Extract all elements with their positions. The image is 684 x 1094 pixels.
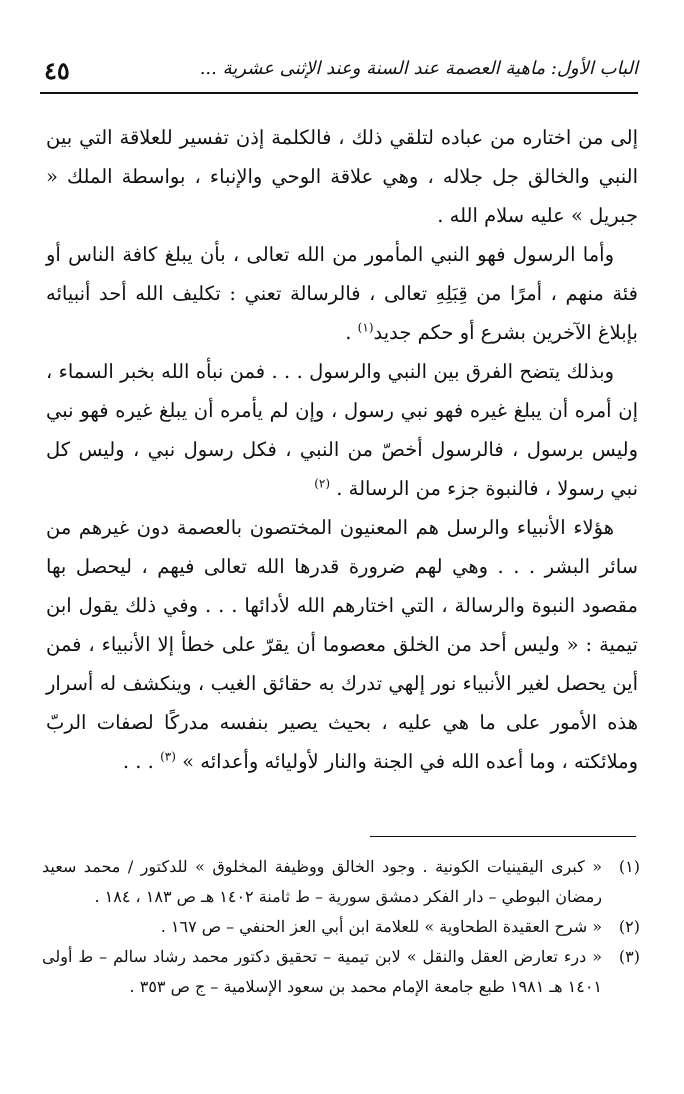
paragraph-3 <box>46 352 638 508</box>
footnote-ref-1[interactable]: (١) <box>357 320 374 335</box>
body-text <box>46 118 638 781</box>
paragraph-4 <box>46 508 638 781</box>
footnotes <box>42 852 640 1002</box>
chapter-title: الباب الأول: ماهية العصمة عند السنة وعند الإثنى عشرية ... <box>199 58 638 79</box>
footnote-item <box>42 852 640 912</box>
footnote-number: (٣) <box>618 947 640 966</box>
paragraph-1: إلى من اختاره من عباده لتلقي ذلك ، فالكلمة إذن تفسير للعلاقة التي بين النبي والخالق جل جلاله ، وهي علاقة الوحي والإنباء ، بواسطة الملك « جبريل » عليه سلام الله . <box>46 126 638 227</box>
paragraph-3-text: وبذلك يتضح الفرق بين النبي والرسول . . . فمن نبأه الله بخبر السماء ، إن أمره أن يبلغ غيره فهو نبي رسول ، وإن لم يأمره أن يبلغ غيره فهو نبي وليس برسول ، فالرسول أخصّ من النبي ، فكل رسول نبي ، وليس كل نبي رسولا ، فالنبوة جزء من الرسالة . <box>46 360 638 500</box>
footnote-number: (٢) <box>618 917 640 936</box>
page-number: ٤٥ <box>44 56 70 85</box>
footnote-ref-3[interactable]: (٣) <box>160 749 176 764</box>
footnote-ref-2[interactable]: (٢) <box>314 476 331 491</box>
footnote-item <box>42 912 640 942</box>
footnote-text: « درء تعارض العقل والنقل » لابن تيمية – تحقيق دكتور محمد رشاد سالم – ط أولى ١٤٠١ هـ ١٩٨١ طبع جامعة الإمام محمد بن سعود الإسلامية – ج ص ٣٥٣ . <box>42 947 602 996</box>
paragraph-2-text: وأما الرسول فهو النبي المأمور من الله تعالى ، بأن يبلغ كافة الناس أو فئة منهم ، أمرًا من قِبَلِهِ تعالى ، فالرسالة تعني : تكليف الله أحد أنبيائه بإبلاغ الآخرين بشرع أو حكم جديد <box>46 243 638 344</box>
paragraph-4-end: . . . <box>122 750 161 773</box>
paragraph-4-text: هؤلاء الأنبياء والرسل هم المعنيون المختصون بالعصمة دون غيرهم من سائر البشر . . . وهي لهم ضرورة قدرها الله تعالى فيهم ، ليحصل بها مقصود النبوة والرسالة ، التي اختارهم الله لأدائها . . . وفي ذلك يقول ابن تيمية : « وليس أحد من الخلق معصوما أن يقرّ على خطأ إلا الأنبياء ، فمن أين يحصل لغير الأنبياء نور إلهي تدرك به حقائق الغيب ، وينكشف له أسرار هذه الأمور على ما هي عليه ، بحيث يصير بنفسه مدركًا لصفات الربّ وملائكته ، وما أعده الله في الجنة والنار لأوليائه وأعدائه » <box>46 516 638 773</box>
running-head <box>40 52 638 98</box>
footnote-rule <box>370 836 636 837</box>
footnote-number: (١) <box>618 857 640 876</box>
header-rule <box>40 92 638 94</box>
footnote-item <box>42 942 640 1002</box>
paragraph-2-end: . <box>345 321 358 344</box>
footnote-text: « شرح العقيدة الطحاوية » للعلامة ابن أبي العز الحنفي – ص ١٦٧ . <box>160 917 602 936</box>
paragraph-2 <box>46 235 638 352</box>
footnote-text: « كبرى اليقينيات الكونية . وجود الخالق ووظيفة المخلوق » للدكتور / محمد سعيد رمضان البوطي – دار الفكر دمشق سورية – ط ثامنة ١٤٠٢ هـ ص ١٨٣ ، ١٨٤ . <box>42 857 602 906</box>
